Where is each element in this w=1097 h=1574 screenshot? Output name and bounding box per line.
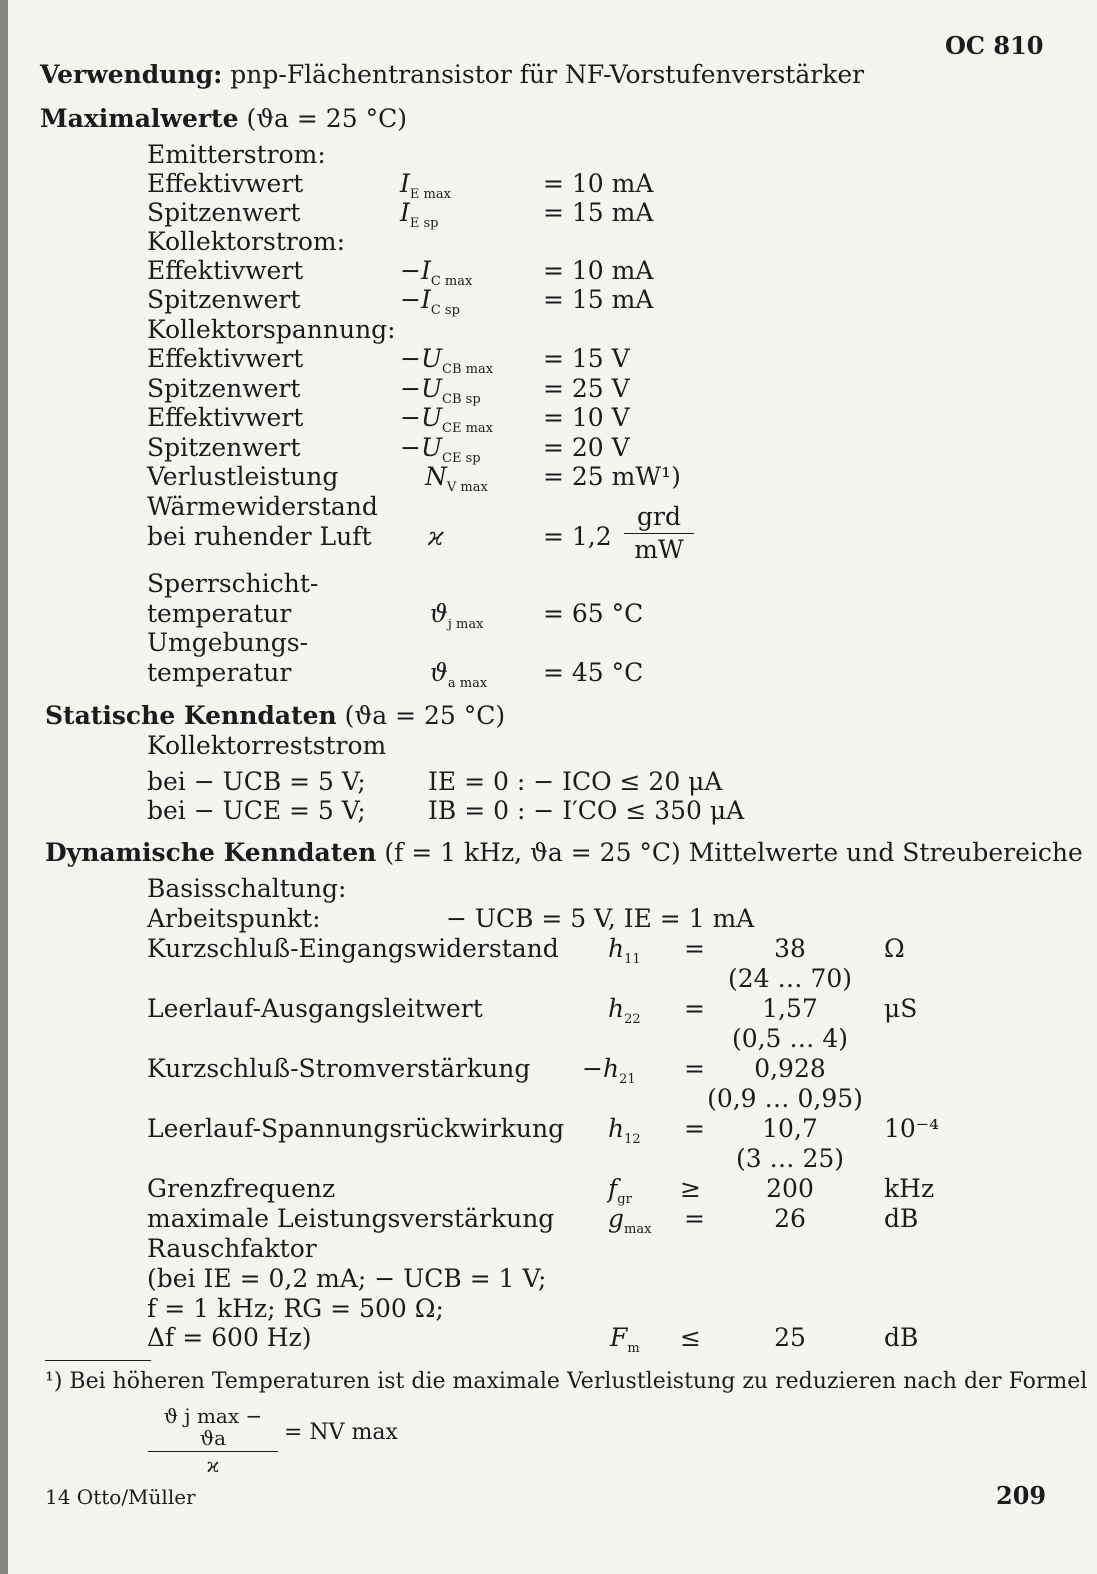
dynamic-heading: Dynamische Kenndaten bbox=[45, 838, 377, 867]
param-relation: ≥ bbox=[680, 1174, 701, 1203]
param-value: = 25 mW¹) bbox=[543, 462, 681, 491]
param-relation: = bbox=[684, 934, 705, 963]
param-relation: = bbox=[684, 1054, 705, 1083]
circuit-type: Basisschaltung: bbox=[147, 874, 347, 903]
param-range: (0,9 … 0,95) bbox=[707, 1084, 863, 1113]
param-unit: 10⁻⁴ bbox=[884, 1114, 940, 1143]
junction-value: = 65 °C bbox=[543, 599, 644, 628]
param-unit: kHz bbox=[884, 1174, 935, 1203]
param-label: maximale Leistungsverstärkung bbox=[147, 1204, 555, 1233]
thermal-unit-num: grd bbox=[637, 502, 681, 531]
param-label: Spitzenwert bbox=[147, 374, 301, 403]
param-range: (24 … 70) bbox=[727, 964, 853, 993]
param-relation: = bbox=[684, 1114, 705, 1143]
param-symbol: $h_{22}$ bbox=[608, 994, 641, 1027]
thermal-label-1: Wärmewiderstand bbox=[147, 492, 378, 521]
dynamic-condition: (f = 1 kHz, ϑa = 25 °C) Mittelwerte und Streubereiche bbox=[384, 838, 1083, 867]
param-symbol: $-I_{C sp}$ bbox=[400, 285, 460, 318]
noise-label-3: f = 1 kHz; RG = 500 Ω; bbox=[147, 1294, 444, 1323]
param-value: = 15 V bbox=[543, 344, 630, 373]
param-symbol: $I_{E sp}$ bbox=[400, 198, 439, 231]
param-symbol: $g_{max}$ bbox=[608, 1204, 652, 1237]
param-symbol: $-U_{CB max}$ bbox=[400, 344, 494, 377]
static-heading-line bbox=[45, 703, 505, 728]
static-row1-cond: bei − UCB = 5 V; bbox=[147, 767, 366, 796]
param-symbol: $-U_{CE max}$ bbox=[400, 403, 494, 436]
footnote-rule bbox=[45, 1360, 151, 1361]
formula-numerator: ϑ j max − ϑa bbox=[163, 1404, 263, 1450]
param-symbol: $h_{12}$ bbox=[608, 1114, 641, 1147]
param-relation: = bbox=[684, 994, 705, 1023]
param-value: 1,57 bbox=[762, 994, 818, 1023]
thermal-unit-fraction bbox=[624, 503, 694, 563]
param-symbol: $N_{V max}$ bbox=[425, 462, 488, 495]
param-label: Kurzschluß-Stromverstärkung bbox=[147, 1054, 531, 1083]
param-symbol: $-U_{CE sp}$ bbox=[400, 433, 481, 466]
operating-point-label: Arbeitspunkt: bbox=[147, 904, 321, 933]
param-symbol: $I_{E max}$ bbox=[400, 169, 451, 202]
noise-label-2: (bei IE = 0,2 mA; − UCB = 1 V; bbox=[147, 1264, 547, 1293]
formula-rhs: = NV max bbox=[284, 1420, 398, 1445]
param-value: 200 bbox=[766, 1174, 814, 1203]
dynamic-heading-line bbox=[45, 840, 1083, 865]
max-heading-line bbox=[40, 106, 407, 131]
thermal-symbol: ϰ bbox=[428, 522, 444, 551]
fraction-bar bbox=[624, 533, 694, 534]
static-condition: (ϑa = 25 °C) bbox=[344, 701, 506, 730]
param-range: (3 … 25) bbox=[735, 1144, 845, 1173]
param-label: Leerlauf-Spannungsrückwirkung bbox=[147, 1114, 565, 1143]
footnote-text: ¹) Bei höheren Temperaturen ist die maximale Verlustleistung zu reduzieren nach der Formel bbox=[45, 1369, 1088, 1394]
max-heading: Maximalwerte bbox=[40, 104, 239, 133]
param-label: Verlustleistung bbox=[147, 462, 339, 491]
static-sub-heading: Kollektorreststrom bbox=[147, 731, 387, 760]
junction-symbol: $ϑ_{j max}$ bbox=[430, 599, 484, 632]
param-relation: = bbox=[684, 1204, 705, 1233]
page-number: 209 bbox=[996, 1481, 1047, 1510]
param-symbol: $-U_{CB sp}$ bbox=[400, 374, 481, 407]
emitter-heading: Emitterstrom: bbox=[147, 140, 326, 169]
param-label: Leerlauf-Ausgangsleitwert bbox=[147, 994, 483, 1023]
noise-unit: dB bbox=[884, 1323, 919, 1352]
footnote-formula-fraction bbox=[148, 1405, 278, 1476]
thermal-label-2: bei ruhender Luft bbox=[147, 522, 372, 551]
param-value: 0,928 bbox=[754, 1054, 826, 1083]
static-row2-cond: bei − UCE = 5 V; bbox=[147, 796, 366, 825]
param-label: Effektivwert bbox=[147, 256, 304, 285]
param-label: Effektivwert bbox=[147, 169, 304, 198]
param-label: Spitzenwert bbox=[147, 433, 301, 462]
noise-relation: ≤ bbox=[680, 1323, 701, 1352]
param-label: Effektivwert bbox=[147, 403, 304, 432]
param-label: Effektivwert bbox=[147, 344, 304, 373]
param-symbol: $f_{gr}$ bbox=[608, 1174, 632, 1207]
ambient-label-1: Umgebungs- bbox=[147, 628, 309, 657]
param-symbol: $h_{11}$ bbox=[608, 934, 641, 967]
param-value: = 10 mA bbox=[543, 169, 654, 198]
collector-current-heading: Kollektorstrom: bbox=[147, 227, 346, 256]
operating-point-value: − UCB = 5 V, IE = 1 mA bbox=[446, 904, 755, 933]
param-unit: Ω bbox=[884, 934, 905, 963]
ambient-symbol: $ϑ_{a max}$ bbox=[430, 658, 488, 691]
param-label: Grenzfrequenz bbox=[147, 1174, 336, 1203]
page-edge-shadow bbox=[0, 0, 8, 1574]
param-label: Spitzenwert bbox=[147, 285, 301, 314]
param-unit: dB bbox=[884, 1204, 919, 1233]
param-range: (0,5 … 4) bbox=[731, 1024, 849, 1053]
param-value: = 15 mA bbox=[543, 285, 654, 314]
ambient-value: = 45 °C bbox=[543, 658, 644, 687]
max-condition: (ϑa = 25 °C) bbox=[246, 104, 407, 133]
param-value: = 10 mA bbox=[543, 256, 654, 285]
param-value: 38 bbox=[774, 934, 806, 963]
static-row1-value: IE = 0 : − ICO ≤ 20 μA bbox=[428, 767, 723, 796]
param-value: 26 bbox=[774, 1204, 806, 1233]
param-value: = 15 mA bbox=[543, 198, 654, 227]
noise-label-1: Rauschfaktor bbox=[147, 1234, 317, 1263]
noise-symbol: $F_m$ bbox=[610, 1323, 640, 1356]
param-label: Spitzenwert bbox=[147, 198, 301, 227]
static-row2-value: IB = 0 : − I′CO ≤ 350 μA bbox=[428, 796, 745, 825]
usage-text: pnp-Flächentransistor für NF-Vorstufenverstärker bbox=[230, 60, 865, 89]
param-value: 10,7 bbox=[762, 1114, 818, 1143]
param-unit: μS bbox=[884, 994, 918, 1023]
type-code: OC 810 bbox=[945, 31, 1044, 60]
thermal-unit-den: mW bbox=[634, 534, 684, 564]
noise-label-4: Δf = 600 Hz) bbox=[147, 1323, 312, 1352]
param-symbol: $-h_{21}$ bbox=[582, 1054, 636, 1087]
param-symbol: $-I_{C max}$ bbox=[400, 256, 473, 289]
thermal-value: = 1,2 bbox=[543, 522, 612, 551]
formula-denominator: ϰ bbox=[206, 1453, 220, 1477]
junction-label-1: Sperrschicht- bbox=[147, 569, 319, 598]
param-value: = 10 V bbox=[543, 403, 630, 432]
usage-label: Verwendung: bbox=[40, 60, 223, 89]
usage-line bbox=[40, 62, 864, 87]
ambient-label-2: temperatur bbox=[147, 658, 292, 687]
junction-label-2: temperatur bbox=[147, 599, 292, 628]
fraction-bar bbox=[148, 1451, 278, 1452]
param-label: Kurzschluß-Eingangswiderstand bbox=[147, 934, 559, 963]
static-heading: Statische Kenndaten bbox=[45, 701, 337, 730]
footer-signature: 14 Otto/Müller bbox=[45, 1485, 196, 1509]
noise-value: 25 bbox=[774, 1323, 806, 1352]
param-value: = 20 V bbox=[543, 433, 630, 462]
param-value: = 25 V bbox=[543, 374, 630, 403]
collector-voltage-heading: Kollektorspannung: bbox=[147, 315, 396, 344]
